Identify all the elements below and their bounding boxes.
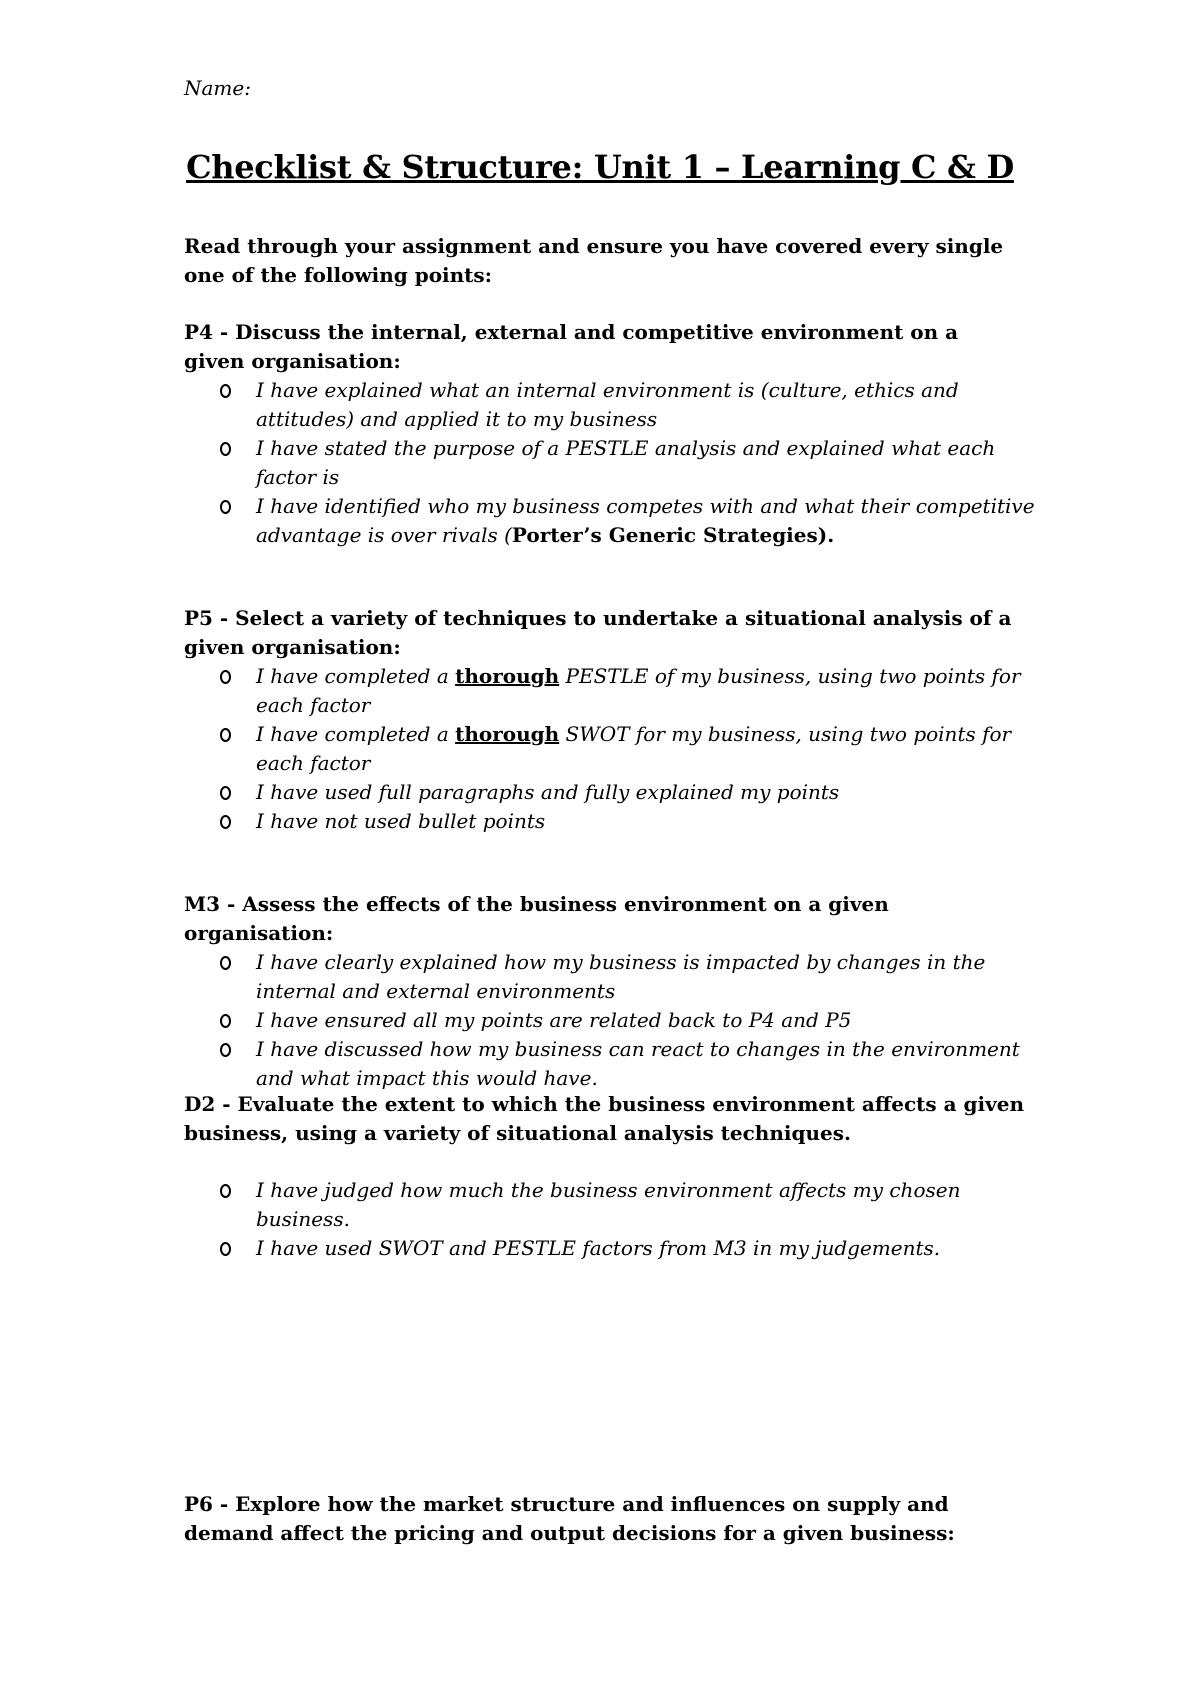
section-heading: D2 - Evaluate the extent to which the business environment affects a given business, using a variety of situational analysis techniques.: [184, 1092, 1024, 1145]
name-label: Name:: [184, 76, 251, 100]
circle-bullet-icon: [220, 815, 231, 829]
page-title: Checklist & Structure: Unit 1 – Learning C & D: [186, 148, 1014, 186]
circle-bullet-icon: [220, 670, 231, 684]
item-text: I have ensured all my points are related back to P4 and P5: [256, 1008, 852, 1032]
checklist-item: [184, 807, 1036, 836]
item-bold-text: Porter’s Generic Strategies: [511, 523, 818, 547]
checklist-item: [184, 1176, 1036, 1234]
checklist-item: [184, 1035, 1036, 1093]
item-text: I have stated the purpose of a PESTLE analysis and explained what each factor is: [256, 436, 996, 489]
section-p4: [184, 318, 1044, 550]
item-text: I have clearly explained how my business is impacted by changes in the internal and external environments: [256, 950, 986, 1003]
item-text: I have completed a: [256, 722, 456, 746]
checklist-item: [184, 1006, 1036, 1035]
circle-bullet-icon: [220, 786, 231, 800]
item-text-end: SWOT for my business, using two points for each factor: [256, 722, 1012, 775]
section-heading: P5 - Select a variety of techniques to undertake a situational analysis of a given organisation:: [184, 606, 1012, 659]
section-p6: [184, 1490, 1044, 1548]
section-heading: M3 - Assess the effects of the business environment on a given organisation:: [184, 892, 889, 945]
circle-bullet-icon: [220, 728, 231, 742]
item-text: I have completed a: [256, 664, 456, 688]
item-underlined-text: thorough: [455, 722, 560, 746]
checklist-item: [184, 720, 1036, 778]
section-d2: [184, 1090, 1044, 1263]
section-heading: P4 - Discuss the internal, external and competitive environment on a given organisation:: [184, 320, 959, 373]
item-text-end: PESTLE of my business, using two points for each factor: [256, 664, 1021, 717]
item-text: I have not used bullet points: [256, 809, 546, 833]
circle-bullet-icon: [220, 442, 231, 456]
circle-bullet-icon: [220, 956, 231, 970]
checklist-item: [184, 492, 1036, 550]
circle-bullet-icon: [220, 1184, 231, 1198]
circle-bullet-icon: [220, 1242, 231, 1256]
item-text-end: ).: [817, 523, 835, 547]
item-underlined-text: thorough: [455, 664, 560, 688]
checklist-item: [184, 662, 1036, 720]
checklist-item: [184, 434, 1036, 492]
checklist-item: [184, 948, 1036, 1006]
checklist-item: [184, 1234, 1036, 1263]
checklist: [184, 948, 1044, 1093]
checklist: [184, 376, 1044, 550]
section-heading: P6 - Explore how the market structure and influences on supply and demand affect the pricing and output decisions for a given business:: [184, 1492, 955, 1545]
circle-bullet-icon: [220, 500, 231, 514]
item-text: I have used full paragraphs and fully explained my points: [256, 780, 840, 804]
checklist: [184, 662, 1044, 836]
circle-bullet-icon: [220, 384, 231, 398]
circle-bullet-icon: [220, 1014, 231, 1028]
section-m3: [184, 890, 1044, 1093]
circle-bullet-icon: [220, 1043, 231, 1057]
checklist-item: [184, 778, 1036, 807]
item-text: I have used SWOT and PESTLE factors from M3 in my judgements.: [256, 1236, 941, 1260]
item-text: I have explained what an internal environment is (culture, ethics and attitudes) and applied it to my business: [256, 378, 959, 431]
item-text: I have judged how much the business environment affects my chosen business.: [256, 1178, 961, 1231]
checklist: [184, 1176, 1044, 1263]
item-text: I have discussed how my business can react to changes in the environment and what impact this would have.: [256, 1037, 1020, 1090]
intro-text: Read through your assignment and ensure you have covered every single one of the following points:: [184, 234, 1004, 287]
checklist-item: [184, 376, 1036, 434]
item-text: I have identified who my business competes with and what their competitive advantage is over rivals (: [256, 494, 1035, 547]
section-p5: [184, 604, 1044, 836]
